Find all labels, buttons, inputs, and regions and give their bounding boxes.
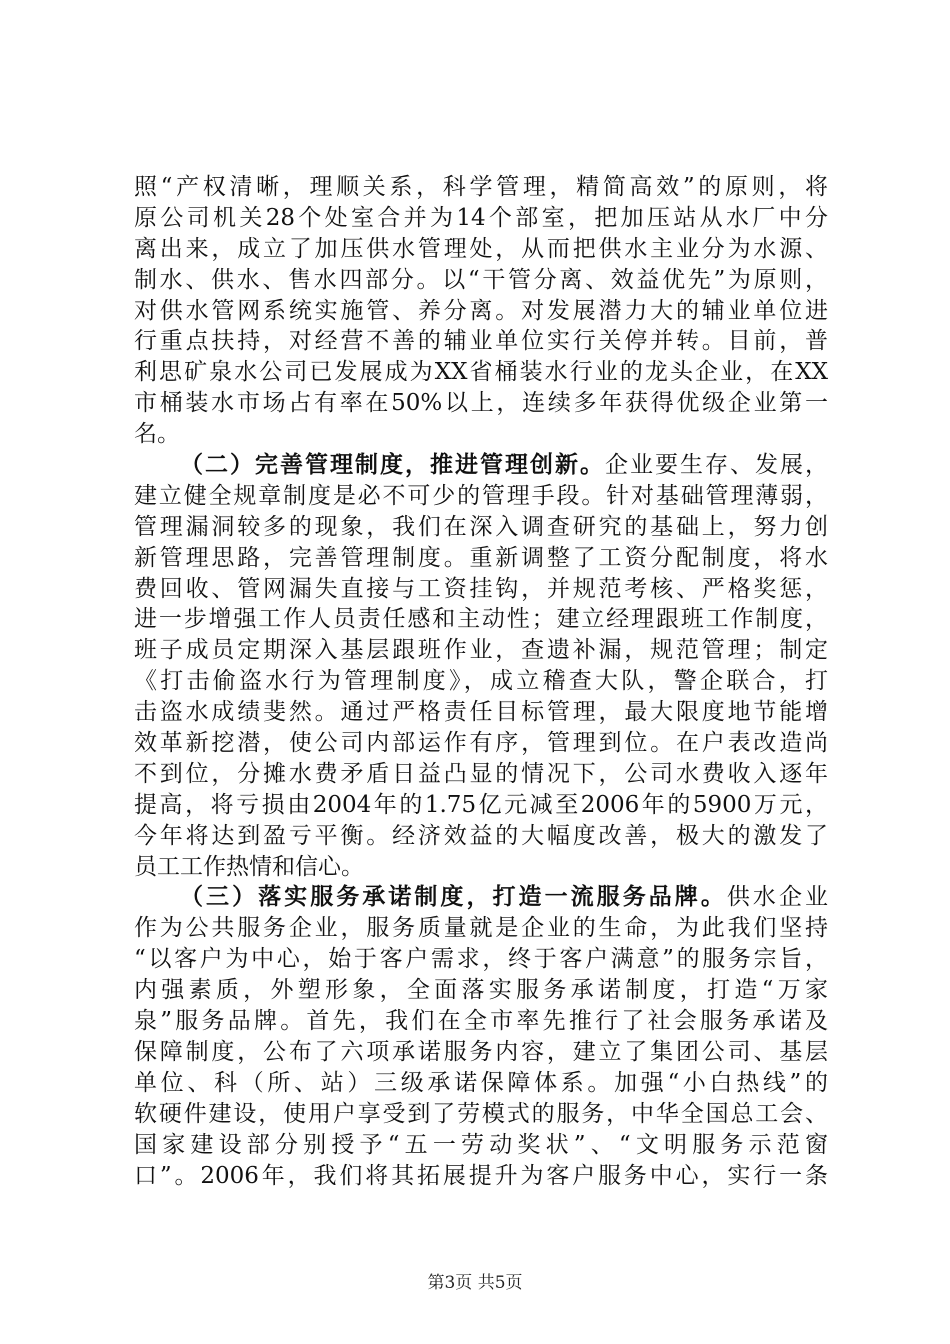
section-3-first-line-text: 供水企业 <box>726 884 828 911</box>
text-line: 口”。2006年，我们将其拓展提升为客户服务中心，实行一条 <box>134 1162 828 1189</box>
text-line: 内强素质，外塑形象，全面落实服务承诺制度，打造“万家 <box>134 977 828 1004</box>
text-line: 泉”服务品牌。首先，我们在全市率先推行了社会服务承诺及 <box>134 1008 828 1035</box>
text-line: 市桶装水市场占有率在50%以上，连续多年获得优级企业第一 <box>134 390 828 417</box>
text-line: 击盗水成绩斐然。通过严格责任目标管理，最大限度地节能增 <box>134 699 828 726</box>
page-footer: 第3页 共5页 <box>427 1273 523 1293</box>
text-line: 名。 <box>134 421 180 448</box>
section-3 <box>134 882 828 1191</box>
text-line: 利思矿泉水公司已发展成为XX省桶装水行业的龙头企业，在XX <box>134 359 828 386</box>
text-line: 班子成员定期深入基层跟班作业，查遗补漏，规范管理；制定 <box>134 637 828 664</box>
text-line: 软硬件建设，使用户享受到了劳模式的服务，中华全国总工会、 <box>134 1100 828 1127</box>
text-line: 今年将达到盈亏平衡。经济效益的大幅度改善，极大的激发了 <box>134 822 828 849</box>
text-line: 《打击偷盗水行为管理制度》，成立稽查大队，警企联合，打 <box>134 668 828 695</box>
section-3-heading: （三）落实服务承诺制度，打造一流服务品牌。 <box>180 884 727 911</box>
text-line: 进一步增强工作人员责任感和主动性；建立经理跟班工作制度， <box>134 606 828 633</box>
text-line: 国家建设部分别授予“五一劳动奖状”、“文明服务示范窗 <box>134 1131 828 1158</box>
text-line: 员工工作热情和信心。 <box>134 853 364 880</box>
section-2-heading: （二）完善管理制度，推进管理创新。 <box>180 452 605 479</box>
text-line: 不到位，分摊水费矛盾日益凸显的情况下，公司水费收入逐年 <box>134 760 828 787</box>
text-line: 制水、供水、售水四部分。以“干管分离、效益优先”为原则， <box>134 266 828 293</box>
text-line: 管理漏洞较多的现象，我们在深入调查研究的基础上，努力创 <box>134 513 828 540</box>
document-body <box>134 172 828 1191</box>
text-line: 新管理思路，完善管理制度。重新调整了工资分配制度，将水 <box>134 544 828 571</box>
paragraph-1 <box>134 172 828 450</box>
section-2-first-line <box>134 450 828 481</box>
text-line: 对供水管网系统实施管、养分离。对发展潜力大的辅业单位进 <box>134 297 828 324</box>
text-line: 提高，将亏损由2004年的1.75亿元减至2006年的5900万元， <box>134 791 828 818</box>
section-2 <box>134 450 828 882</box>
text-line: 单位、科（所、站）三级承诺保障体系。加强“小白热线”的 <box>134 1069 828 1096</box>
text-line: 作为公共服务企业，服务质量就是企业的生命，为此我们坚持 <box>134 915 828 942</box>
section-3-first-line <box>134 882 828 913</box>
text-line: 照“产权清晰，理顺关系，科学管理，精简高效”的原则，将 <box>134 174 828 200</box>
text-line: 保障制度，公布了六项承诺服务内容，建立了集团公司、基层 <box>134 1038 828 1065</box>
text-line: 费回收、管网漏失直接与工资挂钩，并规范考核、严格奖惩， <box>134 575 828 602</box>
text-line: 效革新挖潜，使公司内部运作有序，管理到位。在户表改造尚 <box>134 730 828 757</box>
text-line: 原公司机关28个处室合并为14个部室，把加压站从水厂中分 <box>134 204 828 231</box>
section-2-first-line-text: 企业要生存、发展， <box>605 452 828 479</box>
text-line: 建立健全规章制度是必不可少的管理手段。针对基础管理薄弱， <box>134 482 828 509</box>
text-line: 离出来，成立了加压供水管理处，从而把供水主业分为水源、 <box>134 235 828 262</box>
text-line: “以客户为中心，始于客户需求，终于客户满意”的服务宗旨， <box>134 946 828 973</box>
text-line: 行重点扶持，对经营不善的辅业单位实行关停并转。目前，普 <box>134 328 828 355</box>
